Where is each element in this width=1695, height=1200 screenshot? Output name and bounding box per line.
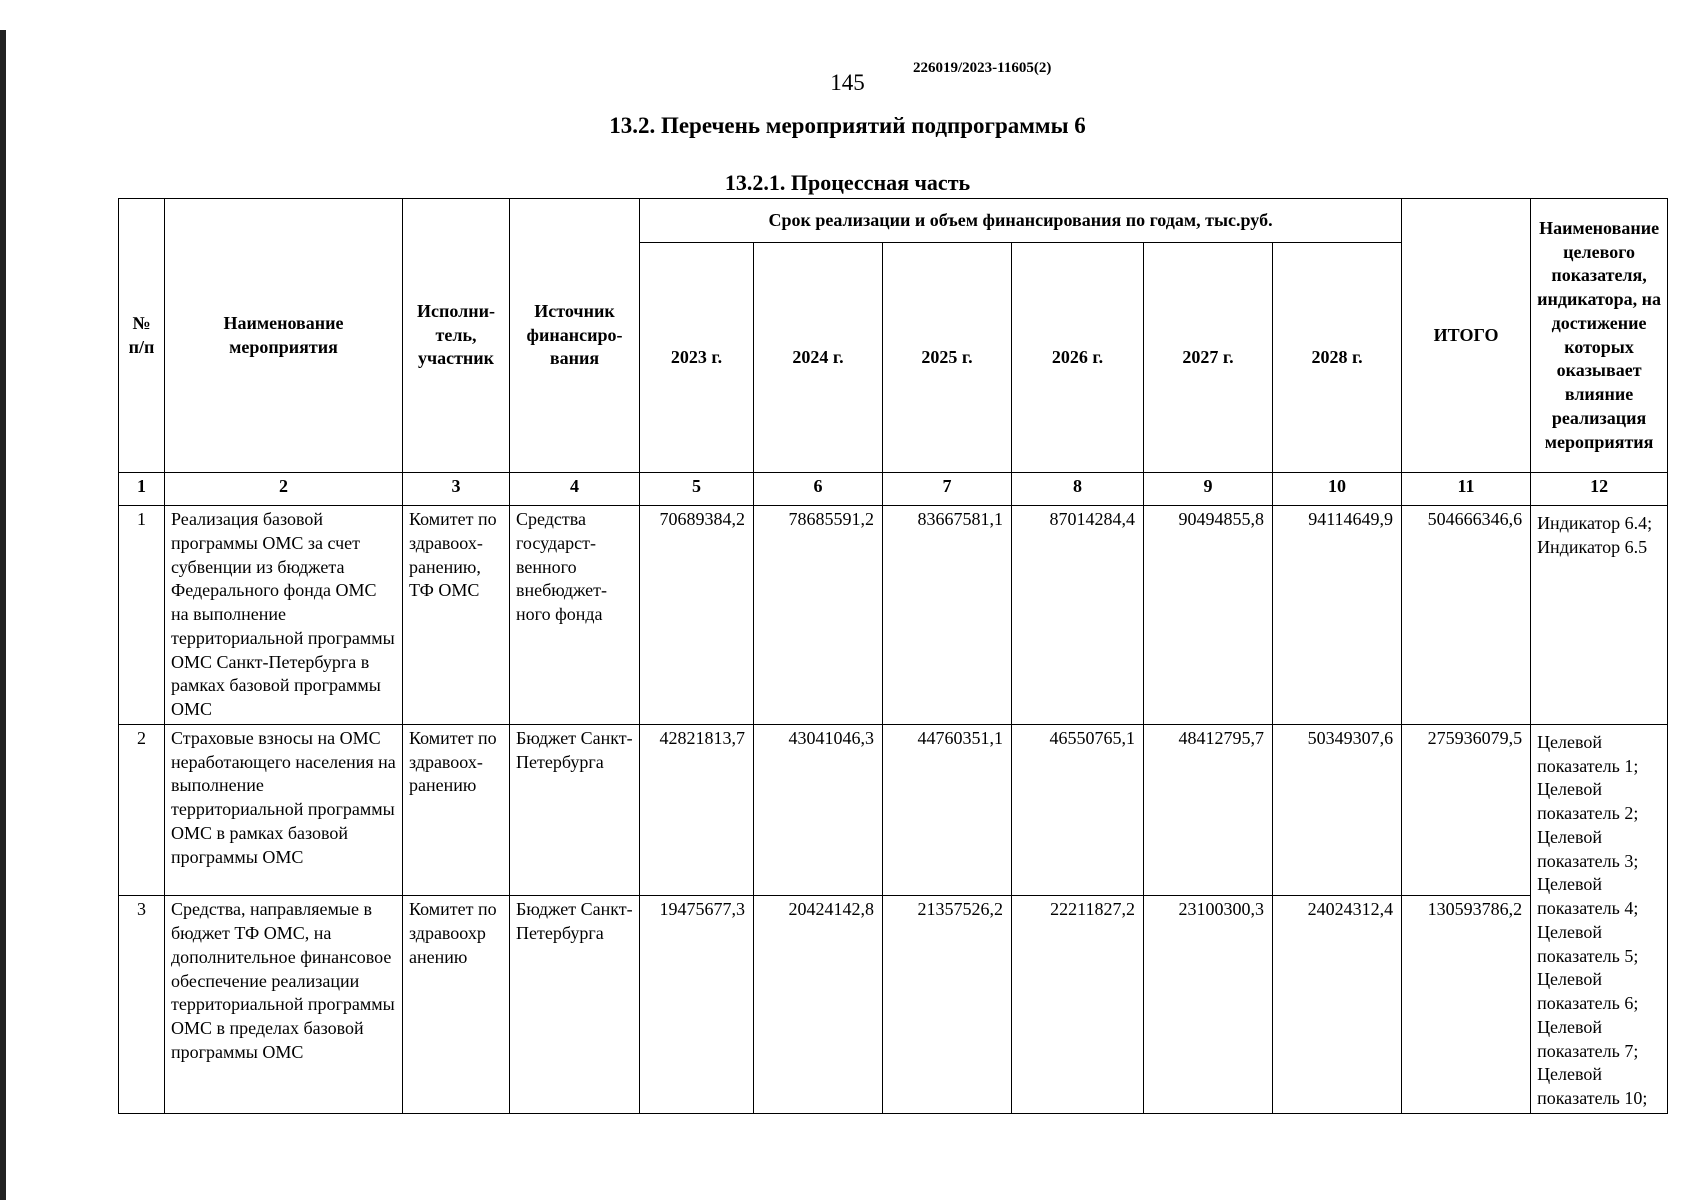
row-number: 1: [119, 506, 165, 725]
header-year: 2025 г.: [883, 243, 1012, 473]
header-period-group: Срок реализации и объем финансирования по годам, тыс.руб.: [640, 199, 1402, 243]
indicator-item: Целевой показатель 6;: [1537, 969, 1639, 1013]
total-value: 130593786,2: [1402, 896, 1531, 1113]
year-value: 50349307,6: [1273, 724, 1402, 896]
header-year: 2028 г.: [1273, 243, 1402, 473]
indicator-item: Индикатор 6.4;: [1537, 513, 1653, 533]
total-value: 504666346,6: [1402, 506, 1531, 725]
indicator-cell: [1531, 724, 1668, 1113]
column-number: 4: [510, 473, 640, 506]
scan-edge-mark: [0, 30, 6, 1200]
document-code: 226019/2023-11605(2): [913, 60, 1052, 76]
year-value: 19475677,3: [640, 896, 754, 1113]
column-number: 5: [640, 473, 754, 506]
total-value: 275936079,5: [1402, 724, 1531, 896]
indicator-cell: [1531, 506, 1668, 725]
indicator-item: Целевой показатель 3;: [1537, 826, 1639, 871]
year-value: 46550765,1: [1012, 724, 1144, 896]
indicator-item: Целевой показатель 5;: [1537, 921, 1639, 966]
year-value: 20424142,8: [754, 896, 883, 1113]
year-value: 44760351,1: [883, 724, 1012, 896]
activity-name: Страховые взносы на ОМС неработающего населения на выполнение территориальной программы ОМС в рамках базовой программы ОМС: [165, 724, 403, 896]
executor: Комитет по здравоохр анению: [403, 896, 510, 1113]
funding-source: Бюджет Санкт-Петербурга: [510, 724, 640, 896]
executor: Комитет по здравоох-ранению: [403, 724, 510, 896]
column-number: 3: [403, 473, 510, 506]
year-value: 78685591,2: [754, 506, 883, 725]
column-number: 2: [165, 473, 403, 506]
section-title: 13.2. Перечень мероприятий подпрограммы 6: [609, 113, 1086, 138]
activities-table: [118, 198, 1668, 1114]
header-year: 2027 г.: [1144, 243, 1273, 473]
year-value: 90494855,8: [1144, 506, 1273, 725]
indicator-item: Целевой показатель 2;: [1537, 779, 1639, 823]
executor: Комитет по здравоох-ранению, ТФ ОМС: [403, 506, 510, 725]
header-indicator: Наименование целевого показателя, индикатора, на достижение которых оказывает влияние реализация мероприятия: [1531, 199, 1668, 473]
funding-source: Бюджет Санкт-Петербурга: [510, 896, 640, 1113]
column-number: 11: [1402, 473, 1531, 506]
activity-name: Средства, направляемые в бюджет ТФ ОМС, на дополнительное финансовое обеспечение реализации территориальной программы ОМС в пределах базовой программы ОМС: [165, 896, 403, 1113]
header-num: № п/п: [119, 199, 165, 473]
indicator-item: Индикатор 6.5: [1537, 536, 1648, 557]
row-number: 3: [119, 896, 165, 1113]
year-value: 43041046,3: [754, 724, 883, 896]
indicator-item: Целевой показатель 4;: [1537, 874, 1639, 918]
header-activity-name: Наименование мероприятия: [165, 199, 403, 473]
funding-source: Средства государст-венного внебюджет-ного фонда: [510, 506, 640, 725]
header-funding-source: Источник финансиро-вания: [510, 199, 640, 473]
year-value: 22211827,2: [1012, 896, 1144, 1113]
year-value: 94114649,9: [1273, 506, 1402, 725]
page-number: 145: [830, 70, 865, 95]
table-row: [119, 506, 1668, 725]
header-year: 2023 г.: [640, 243, 754, 473]
year-value: 83667581,1: [883, 506, 1012, 725]
row-number: 2: [119, 724, 165, 896]
activity-name: Реализация базовой программы ОМС за счет субвенции из бюджета Федерального фонда ОМС на выполнение территориальной программы ОМС Санкт-Петербурга в рамках базовой программы ОМС: [165, 506, 403, 725]
subsection-title: 13.2.1. Процессная часть: [724, 170, 971, 195]
indicator-item: Целевой показатель 10;: [1537, 1064, 1648, 1108]
year-value: 23100300,3: [1144, 896, 1273, 1113]
column-number: 1: [119, 473, 165, 506]
header-year: 2024 г.: [754, 243, 883, 473]
header-year: 2026 г.: [1012, 243, 1144, 473]
year-value: 21357526,2: [883, 896, 1012, 1113]
column-number-row: [119, 473, 1668, 506]
column-number: 8: [1012, 473, 1144, 506]
column-number: 10: [1273, 473, 1402, 506]
column-number: 9: [1144, 473, 1273, 506]
indicator-item: Целевой показатель 1;: [1537, 731, 1639, 776]
table-row: [119, 724, 1668, 896]
year-value: 48412795,7: [1144, 724, 1273, 896]
year-value: 24024312,4: [1273, 896, 1402, 1113]
column-number: 7: [883, 473, 1012, 506]
indicator-item: Целевой показатель 7;: [1537, 1016, 1639, 1061]
column-number: 6: [754, 473, 883, 506]
year-value: 70689384,2: [640, 506, 754, 725]
year-value: 87014284,4: [1012, 506, 1144, 725]
header-total: ИТОГО: [1402, 199, 1531, 473]
column-number: 12: [1531, 473, 1668, 506]
table-row: [119, 896, 1668, 1113]
header-executor: Исполни-тель, участник: [403, 199, 510, 473]
year-value: 42821813,7: [640, 724, 754, 896]
